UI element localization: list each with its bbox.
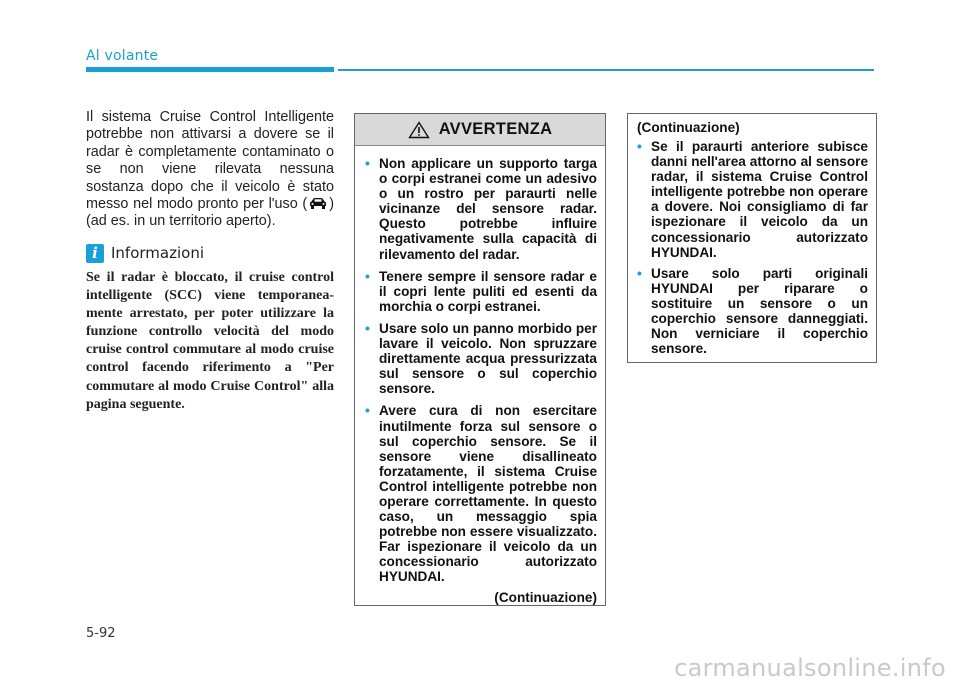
intro-paragraph bbox=[86, 109, 334, 231]
intro-column bbox=[86, 109, 334, 231]
bullet-icon: • bbox=[365, 319, 370, 336]
warning-header bbox=[355, 114, 605, 146]
continuation-box bbox=[627, 113, 877, 363]
warning-box bbox=[354, 113, 606, 606]
info-icon: i bbox=[86, 244, 104, 263]
continued-label: (Continuazione) bbox=[494, 589, 597, 605]
warning-title: AVVERTENZA bbox=[438, 120, 553, 138]
header-bar bbox=[86, 67, 334, 72]
watermark: carmanualsonline.info bbox=[674, 654, 946, 682]
continuation-list bbox=[637, 139, 868, 356]
warning-list bbox=[355, 146, 605, 585]
intro-text-part2: ) (ad es. in un territorio aperto). bbox=[86, 196, 334, 230]
info-title: Informazioni bbox=[111, 244, 204, 262]
continuation-item: • Usare solo parti originali HYUNDAI per riparare o sostituire un sensore o un coperchio sensore danneggiati. Non verniciare il coperchio sensore. bbox=[637, 264, 868, 357]
warning-item: • Tenere sempre il sensore radar e il copri lente puliti ed esenti da morchia o corpi estranei. bbox=[365, 267, 597, 314]
bullet-icon: • bbox=[365, 402, 370, 419]
header-rule bbox=[338, 69, 874, 71]
bullet-icon: • bbox=[365, 155, 370, 171]
bullet-icon: • bbox=[365, 267, 370, 284]
warning-item: • Usare solo un panno morbido per lavare il veicolo. Non spruzzare direttamente acqua pressurizzata sul sensore o sul coperchio sensore. bbox=[365, 319, 597, 397]
car-radar-symbol-icon bbox=[308, 196, 328, 211]
continuation-heading: (Continuazione) bbox=[637, 120, 740, 135]
page-number: 5-92 bbox=[86, 626, 116, 641]
warning-item: • Non applicare un supporto targa o corpi estranei come un adesivo o un rostro per paraurti nelle vicinanze del sensore radar. Questo potrebbe influire negativamente sulla capacità di rilevamento del radar. bbox=[365, 155, 597, 262]
warning-item: • Avere cura di non esercitare inutilmente forza sul sensore o sul coperchio sensore. Se il sensore viene disallineato forzatamente, il sistema Cruise Control intelligente potrebbe non operare correttamente. In questo caso, un messaggio spia potrebbe non essere visualizzato. Far ispezionare il veicolo da un concessionario autorizzato HYUNDAI. bbox=[365, 402, 597, 585]
continuation-item: • Se il paraurti anteriore subisce danni nell'area attorno al sensore radar, il sistema Cruise Control intelligente potrebbe non operare a dovere. Noi consigliamo di far ispezionare il veicolo da un concessionario autorizzato HYUNDAI. bbox=[637, 138, 868, 260]
bullet-icon: • bbox=[637, 264, 642, 281]
bullet-icon: • bbox=[637, 138, 642, 154]
info-header bbox=[86, 243, 204, 263]
info-text: Se il radar è bloccato, il cruise control intelligente (SCC) viene temporanea- mente arrestato, per poter utilizzare la funzione controllo velocità del modo cruise control commutare al modo cruise control facendo riferimento a "Per commutare al modo Cruise Control" alla pagina seguente. bbox=[86, 270, 334, 412]
warning-triangle-icon bbox=[408, 121, 430, 139]
section-title: Al volante bbox=[86, 48, 159, 64]
intro-text-part1: Il sistema Cruise Control Intelligente potrebbe non attivarsi a dovere se il radar è completamente contaminato o se non viene rilevata nessuna sostanza dopo che il veicolo è stato messo nel modo pronto per l'uso ( bbox=[86, 109, 334, 213]
